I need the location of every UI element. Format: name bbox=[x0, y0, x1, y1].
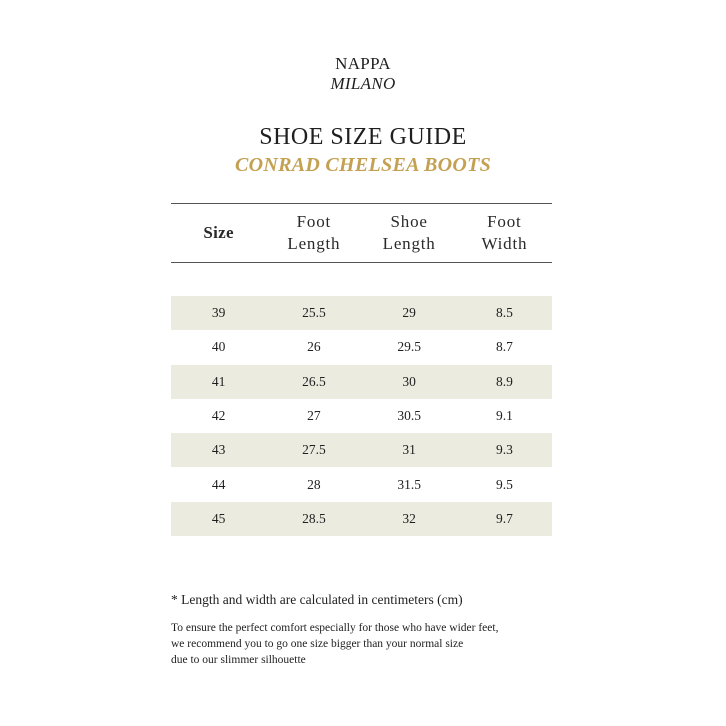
size-table bbox=[171, 203, 552, 536]
cell-foot-width: 9.3 bbox=[495, 442, 513, 458]
cell-size: 39 bbox=[211, 305, 226, 321]
cell-shoe-length: 32 bbox=[402, 510, 416, 526]
header-size: Size bbox=[203, 223, 234, 242]
table-row bbox=[171, 399, 552, 433]
header-foot-length-line2: Length bbox=[287, 234, 341, 253]
cell-foot-length: 27.5 bbox=[302, 442, 326, 458]
cell-shoe-length: 30 bbox=[402, 373, 416, 389]
page-title: SHOE SIZE GUIDE bbox=[259, 124, 467, 150]
cell-size: 41 bbox=[211, 373, 226, 389]
cell-foot-length: 25.5 bbox=[302, 305, 326, 321]
table-row bbox=[171, 365, 552, 399]
cell-foot-length: 28 bbox=[307, 476, 321, 492]
cell-shoe-length: 30.5 bbox=[397, 408, 421, 424]
table-header bbox=[171, 203, 552, 263]
cell-foot-width: 9.7 bbox=[495, 510, 513, 526]
header-foot-length bbox=[266, 211, 361, 255]
brand-logo bbox=[0, 54, 726, 94]
cell-foot-width: 9.5 bbox=[495, 476, 513, 492]
table-row bbox=[171, 330, 552, 364]
fit-note-line1: To ensure the perfect comfort especially for those who have wider feet, bbox=[171, 622, 499, 634]
cell-shoe-length: 29 bbox=[402, 305, 416, 321]
cell-shoe-length: 29.5 bbox=[397, 339, 421, 355]
header-foot-width-line2: Width bbox=[481, 234, 528, 253]
header-shoe-length bbox=[362, 211, 457, 255]
fit-note bbox=[171, 620, 571, 668]
cell-foot-width: 9.1 bbox=[495, 408, 513, 424]
units-footnote: * Length and width are calculated in centimeters (cm) bbox=[171, 592, 463, 607]
cell-foot-length: 26 bbox=[307, 339, 321, 355]
header-shoe-length-line1: Shoe bbox=[390, 212, 428, 231]
table-row bbox=[171, 467, 552, 501]
cell-size: 44 bbox=[211, 476, 226, 492]
cell-foot-width: 8.7 bbox=[495, 339, 513, 355]
table-row bbox=[171, 296, 552, 330]
header-foot-width-line1: Foot bbox=[487, 212, 522, 231]
fit-note-line2: we recommend you to go one size bigger than your normal size bbox=[171, 638, 464, 650]
header-shoe-length-line2: Length bbox=[382, 234, 436, 253]
table-row bbox=[171, 433, 552, 467]
cell-size: 43 bbox=[211, 442, 226, 458]
brand-name-line1: NAPPA bbox=[335, 54, 391, 73]
cell-shoe-length: 31.5 bbox=[397, 476, 421, 492]
table-body bbox=[171, 296, 552, 536]
cell-size: 40 bbox=[211, 339, 226, 355]
brand-name-line2: MILANO bbox=[330, 74, 396, 93]
table-row bbox=[171, 502, 552, 536]
header-foot-length-line1: Foot bbox=[296, 212, 332, 231]
product-subtitle: CONRAD CHELSEA BOOTS bbox=[234, 154, 492, 176]
cell-size: 45 bbox=[211, 510, 226, 526]
cell-foot-width: 8.9 bbox=[495, 373, 513, 389]
header-foot-width bbox=[457, 211, 552, 255]
cell-foot-length: 26.5 bbox=[302, 373, 326, 389]
cell-size: 42 bbox=[211, 408, 226, 424]
cell-foot-width: 8.5 bbox=[495, 305, 513, 321]
fit-note-line3: due to our slimmer silhouette bbox=[171, 654, 306, 666]
cell-foot-length: 28.5 bbox=[302, 510, 326, 526]
cell-foot-length: 27 bbox=[307, 408, 321, 424]
cell-shoe-length: 31 bbox=[402, 442, 416, 458]
